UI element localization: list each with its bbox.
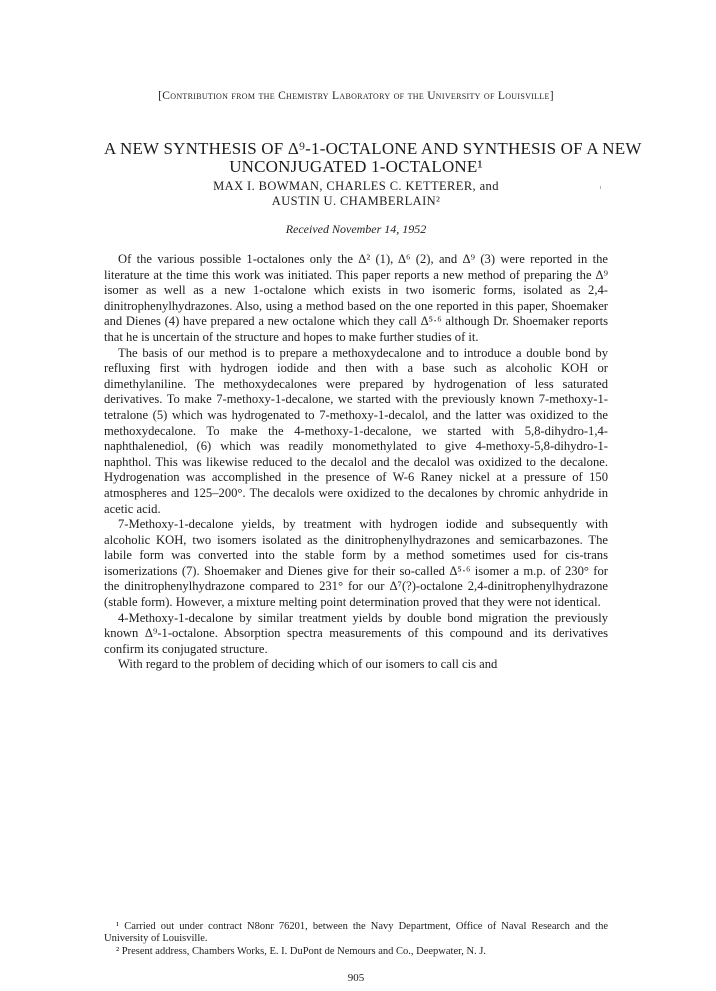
- body-paragraph: The basis of our method is to prepare a methoxydecalone and to introduce a double bond by refluxing first with hydrogen iodide and then with a base such as alcoholic KOH or dimethylaniline. The methoxydecalones were prepared by hydrogenation of less saturated derivatives. To make 7-methoxy-1-decalone, we started with the previously known 7-methoxy-1-tetralone (5) which was hydrogenated to 7-methoxy-1-decalol, and the latter was oxidized to the methoxydecalone. To make the 4-methoxy-1-decalone, we started with 5,8-dihydro-1,4-naphthalenediol, (6) which was readily monomethylated to give 4-methoxy-5,8-dihydro-1-naphthol. This was likewise reduced to the decalol and the decalol was oxidized to the decalone. Hydrogenation was accomplished in the presence of W-6 Raney nickel at a pressure of 150 atmospheres and 125–200°. The decalols were oxidized to the decalones by chromic anhydride in acetic acid.: [104, 345, 608, 516]
- title-line-1: A NEW SYNTHESIS OF Δ⁹-1-OCTALONE AND SYNTHESIS OF A NEW: [104, 139, 642, 158]
- stray-ink-mark: [600, 186, 601, 189]
- body-paragraph: 4-Methoxy-1-decalone by similar treatment yields by double bond migration the previously known Δ⁹-1-octalone. Absorption spectra measurements of this compound and its derivatives confirm its conjugated structure.: [104, 610, 608, 656]
- title-line-2: UNCONJUGATED 1-OCTALONE¹: [229, 157, 483, 176]
- author-list: [104, 179, 608, 209]
- page-number: 905: [347, 972, 365, 984]
- body-paragraph: With regard to the problem of deciding which of our isomers to call cis and: [118, 657, 498, 672]
- footnote-1: ¹ Carried out under contract N8onr 76201, between the Navy Department, Office of Naval Research and the University of Louisville.: [104, 921, 608, 945]
- body-paragraph: 7-Methoxy-1-decalone yields, by treatment with hydrogen iodide and subsequently with alcoholic KOH, two isomers isolated as the dinitrophenylhydrazones and semicarbazones. The labile form was converted into the stable form by a method sometimes used for cis-trans isomerizations (7). Shoemaker and Dienes give for their so-called Δ⁵·⁶ isomer a m.p. of 230° for the dinitrophenylhydrazone compared to 231° for our Δ⁷(?)-octalone 2,4-dinitrophenylhydrazone (stable form). However, a mixture melting point determination proved that they were not identical.: [104, 517, 608, 610]
- article-title: [104, 139, 642, 176]
- authors-line-2: AUSTIN U. CHAMBERLAIN²: [271, 194, 441, 208]
- footnotes: [104, 921, 608, 958]
- authors-line-1: MAX I. BOWMAN, CHARLES C. KETTERER, and: [213, 179, 499, 193]
- article-body: [104, 252, 608, 673]
- body-paragraph: Of the various possible 1-octalones only the Δ² (1), Δ⁶ (2), and Δ⁹ (3) were reported in the literature at the time this work was initiated. This paper reports a new method of preparing the Δ⁹ isomer as well as a new 1-octalone which exists in two isomeric forms, isolated as 2,4-dinitrophenylhydrazones. Also, using a method based on the one reported in this paper, Shoemaker and Dienes (4) have prepared a new octalone which they call Δ⁵·⁶ although Dr. Shoemaker reports that he is uncertain of the structure and hopes to make further studies of it.: [104, 252, 608, 344]
- footnote-2: ² Present address, Chambers Works, E. I. DuPont de Nemours and Co., Deepwater, N. J.: [116, 945, 486, 957]
- received-date: Received November 14, 1952: [285, 222, 427, 236]
- contribution-header: [Contribution from the Chemistry Laboratory of the University of Louisville]: [158, 90, 554, 102]
